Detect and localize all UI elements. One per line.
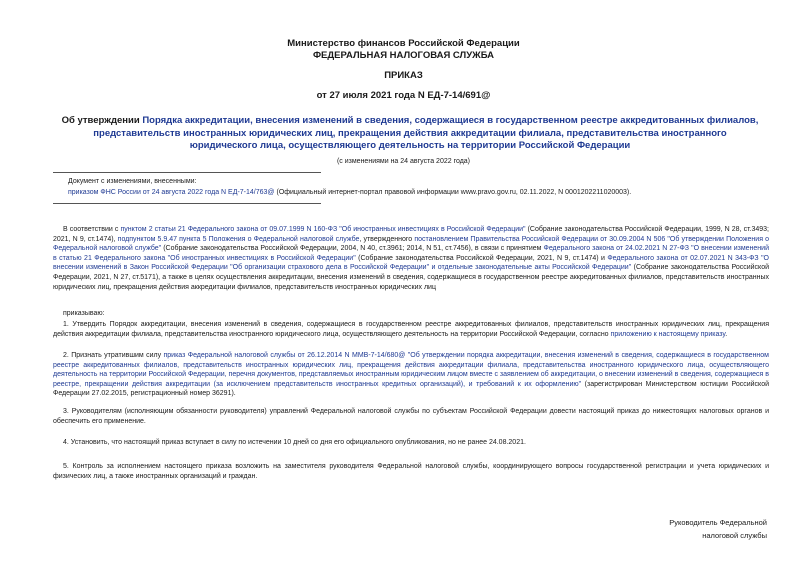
preamble-text: , утвержденного [359, 235, 415, 243]
changes-label: Документ с изменениями, внесенными: [68, 178, 197, 185]
signature-block [669, 516, 767, 542]
item-2 [53, 351, 769, 399]
item-2-text: 2. Признать утратившим силу [63, 352, 164, 359]
item-5: 5. Контроль за исполнением настоящего приказа возложить на заместителя руководителя Федеральной налоговой службы, координирующего вопросы государственной регистрации и учета юридических и физических лиц, а также иностранных организаций и граждан. [53, 463, 769, 480]
preamble-text: (Собрание законодательства Российской Федерации, 2021, N 9, ст.1474) и [355, 254, 608, 262]
divider-bottom [53, 203, 321, 204]
item-4: 4. Установить, что настоящий приказ вступает в силу по истечении 10 дней со дня его официального опубликования, но не ранее 24.08.2021. [63, 439, 526, 446]
changes-block [68, 177, 768, 198]
item-1 [53, 320, 769, 339]
law-160-fz-link[interactable]: пунктом 2 статьи 21 Федерального закона от 09.07.1999 N 160-ФЗ "Об иностранных инвестициях в Российской Федерации" [120, 226, 526, 233]
service-heading: ФЕДЕРАЛЬНАЯ НАЛОГОВАЯ СЛУЖБА [312, 50, 495, 61]
item-1-text: 1. Утвердить Порядок аккредитации, внесения изменений в сведения, содержащиеся в государственном реестре аккредитованных филиалов, представительств иностранных юридических лиц, прекращения действия аккредитации филиала, представительства иностранного юридического лица, осуществляющего деятельность на территории Российской Федерации, согласно [53, 321, 769, 338]
law-27-fz-link[interactable]: Федерального закона от 24.02.2021 N 27-ФЗ "О внесении изменений в статью 21 Федерального закона "Об иностранных инвестициях в Российской Федерации" [53, 245, 769, 262]
signature-line-2: налоговой службы [702, 531, 767, 540]
signature-line-1: Руководитель Федеральной [669, 518, 767, 527]
preamble-text: (Собрание законодательства Российской Федерации, 2004, N 40, ст.3961; 2014, N 51, ст.7456), в связи с принятием [161, 245, 544, 253]
title-prefix: Об утверждении [61, 115, 143, 126]
government-decree-link[interactable]: постановлением Правительства Российской Федерации от 30.09.2004 N 506 "Об утверждении Положения о Федеральной налоговой службе" [53, 235, 770, 253]
item-1-end: . [725, 330, 728, 338]
repealed-order-link[interactable]: приказ Федеральной налоговой службы от 26.12.2014 N ММВ-7-14/680@ "Об утверждении порядка аккредитации, внесения изменений в сведения, содержащиеся в государственном реестре аккредитованных филиалов, представительств иностранных юридических лиц, прекращения действия аккредитации филиала, представительства иностранного юридического лица, осуществляющего деятельность на территории Российской Федерации, перечня документов, представляемых иностранным юридическим лицом вместе с заявлением об аккредитации, о внесении изменений в сведения, содержащиеся в реестре, прекращении действия аккредитации (за исключением представительств иностранных кредитных организаций), и требований к их оформлению" [53, 352, 769, 388]
changes-order-link[interactable]: приказом ФНС России от 24 августа 2022 года N ЕД-7-14/763@ [68, 188, 275, 196]
document-date-number: от 27 июля 2021 года N ЕД-7-14/691@ [316, 90, 491, 101]
changes-publication: (Официальный интернет-портал правовой информации www.pravo.gov.ru, 02.11.2022, N 0001202211020003). [274, 188, 632, 196]
order-word: приказываю: [63, 310, 105, 317]
changes-line [68, 188, 768, 199]
preamble-text: (Собрание законодательства Российской Федерации, 1999, N 28, ст.3493; 2021, N 9, ст.1474), [53, 226, 769, 243]
document-type: ПРИКАЗ [384, 70, 423, 81]
divider-top [53, 172, 321, 173]
ministry-heading: Министерство финансов Российской Федерации [287, 38, 520, 49]
preamble-paragraph [53, 225, 769, 292]
fns-regulation-link[interactable]: подпунктом 5.9.47 пункта 5 Положения о Федеральной налоговой службе [117, 235, 360, 243]
appendix-link[interactable]: приложению к настоящему приказу [610, 330, 726, 338]
preamble-text: (Собрание законодательства Российской Федерации, 2021, N 27, ст.5171), а также в целях осуществления аккредитации, внесения изменений в сведения, содержащиеся в государственном реестре аккредитованных филиалов, представительств иностранных юридических лиц, прекращения действия аккредитации филиалов, представительств иностранных юридических лиц [53, 264, 770, 291]
item-3: 3. Руководителям (исполняющим обязанности руководителя) управлений Федеральной налоговой службы по субъектам Российской Федерации довести настоящий приказ до нижестоящих налоговых органов и обеспечить его применение. [53, 408, 769, 425]
law-343-fz-link[interactable]: Федерального закона от 02.07.2021 N 343-ФЗ "О внесении изменений в Закон Российской Федерации "Об организации страхового дела в Российской Федерации" и отдельные законодательные акты Российской Федерации" [53, 254, 769, 272]
item-2-end: (зарегистрирован Министерством юстиции Российской Федерации 27.02.2015, регистрационный номер 36291). [53, 380, 769, 398]
preamble-text: В соответствии с [63, 226, 121, 233]
title-link[interactable]: Порядка аккредитации, внесения изменений в сведения, содержащиеся в государственном реестре аккредитованных филиалов, представительств иностранных юридических лиц, прекращения действия аккредитации филиала, представительства иностранного юридического лица, осуществляющего деятельность на территории Российской Федерации [93, 115, 759, 151]
document-title [60, 115, 760, 153]
editions-note: (с изменениями на 24 августа 2022 года) [336, 158, 471, 165]
